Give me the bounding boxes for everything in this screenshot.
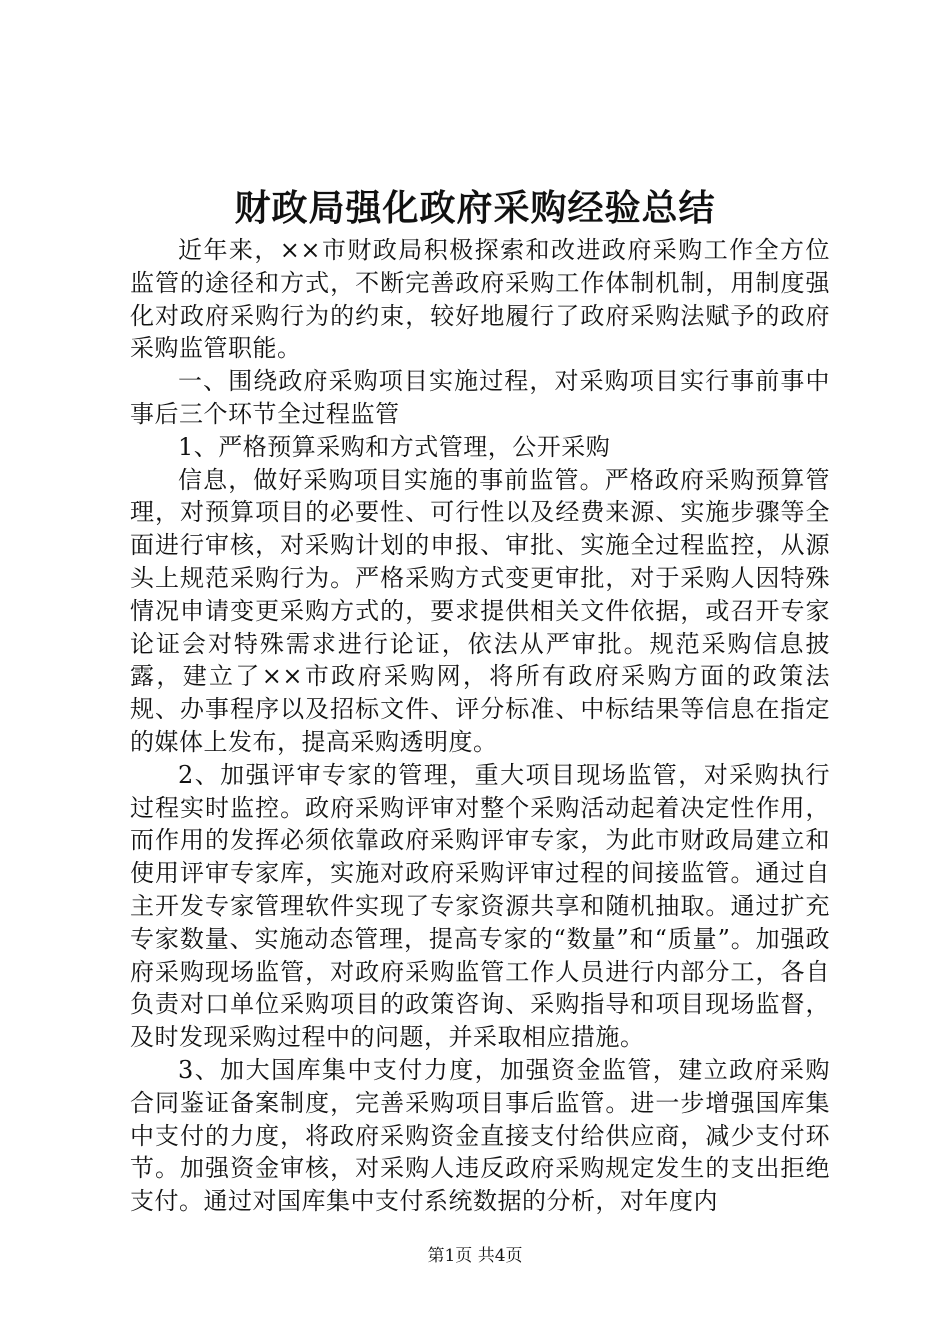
paragraph-item-2: 2、加强评审专家的管理，重大项目现场监管，对采购执行过程实时监控。政府采购评审对整个采购活动起着决定性作用，而作用的发挥必须依靠政府采购评审专家，为此市财政局建立和使用评审专家库，实施对政府采购评审过程的间接监管。通过自主开发专家管理软件实现了专家资源共享和随机抽取。通过扩充专家数量、实施动态管理，提高专家的“数量”和“质量”。加强政府采购现场监管，对政府采购监管工作人员进行内部分工，各自负责对口单位采购项目的政策咨询、采购指导和项目现场监督，及时发现采购过程中的问题，并采取相应措施。 [130, 760, 830, 1052]
document-title: 财政局强化政府采购经验总结 [234, 187, 716, 229]
paragraph-item-3: 3、加大国库集中支付力度，加强资金监管，建立政府采购合同鉴证备案制度，完善采购项目事后监管。进一步增强国库集中支付的力度，将政府采购资金直接支付给供应商，减少支付环节。加强资金审核，对采购人违反政府采购规定发生的支出拒绝支付。通过对国库集中支付系统数据的分析，对年度内 [130, 1055, 830, 1216]
paragraph-section-heading: 一、围绕政府采购项目实施过程，对采购项目实行事前事中事后三个环节全过程监管 [130, 367, 830, 428]
document-body [130, 234, 830, 1218]
page-number-footer: 第1页 共4页 [427, 1246, 523, 1266]
paragraph-item-1-body: 信息，做好采购项目实施的事前监管。严格政府采购预算管理，对预算项目的必要性、可行性以及经费来源、实施步骤等全面进行审核，对采购计划的申报、审批、实施全过程监控，从源头上规范采购行为。严格采购方式变更审批，对于采购人因特殊情况申请变更采购方式的，要求提供相关文件依据，或召开专家论证会对特殊需求进行论证，依法从严审批。规范采购信息披露，建立了××市政府采购网，将所有政府采购方面的政策法规、办事程序以及招标文件、评分标准、中标结果等信息在指定的媒体上发布，提高采购透明度。 [130, 465, 830, 756]
paragraph-intro: 近年来，××市财政局积极探索和改进政府采购工作全方位监管的途径和方式，不断完善政府采购工作体制机制，用制度强化对政府采购行为的约束，较好地履行了政府采购法赋予的政府采购监管职能。 [130, 236, 830, 363]
paragraph-item-1-heading: 1、严格预算采购和方式管理，公开采购 [178, 432, 611, 461]
